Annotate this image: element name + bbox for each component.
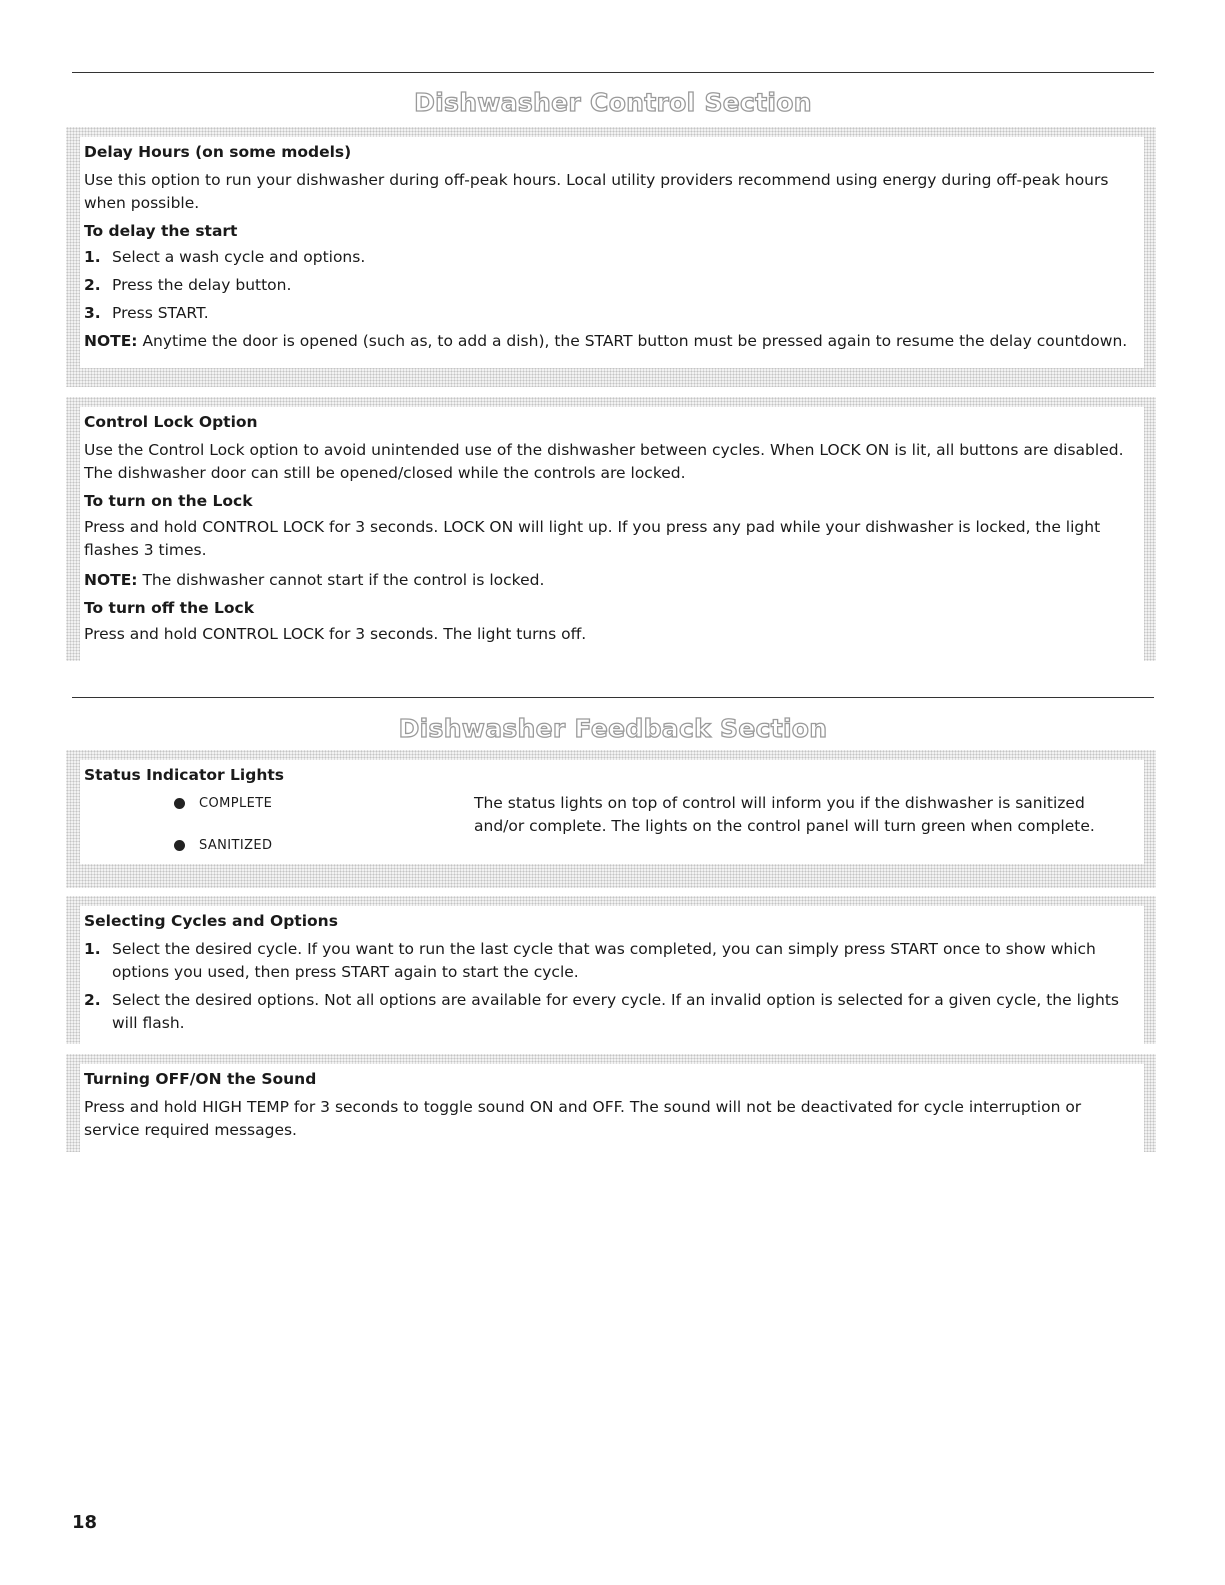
middle-rule: [72, 697, 1154, 698]
list-item: [84, 274, 1132, 297]
status-lights-text: The status lights on top of control will inform you if the dishwasher is sanitized and/or complete. The lights on the control panel will turn green when complete.: [474, 794, 1095, 835]
feedback-section-heading: Dishwasher Feedback Section: [398, 714, 828, 743]
delay-hours-intro: Use this option to run your dishwasher during off-peak hours. Local utility providers recommend using energy during off-peak hours when possible.: [84, 171, 1109, 212]
selecting-cycles-panel: [80, 906, 1144, 1048]
sound-title: Turning OFF/ON the Sound: [84, 1070, 317, 1088]
step-text: Press START.: [112, 304, 209, 322]
lock-note: [84, 569, 1132, 592]
sound-panel: [80, 1064, 1144, 1157]
step-number: 1.: [84, 940, 101, 958]
light-label: SANITIZED: [199, 837, 273, 853]
control-lock-title: Control Lock Option: [84, 413, 258, 431]
sound-box: [66, 1054, 1156, 1152]
status-lights-box: [66, 750, 1156, 888]
control-section-heading: Dishwasher Control Section: [414, 88, 812, 117]
step-number: 2.: [84, 276, 101, 294]
selecting-cycles-box: [66, 896, 1156, 1044]
lock-on-text: Press and hold CONTROL LOCK for 3 seconds. LOCK ON will light up. If you press any pad while your dishwasher is locked, the light flashes 3 times.: [84, 518, 1101, 559]
note-text: The dishwasher cannot start if the control is locked.: [137, 571, 545, 589]
status-lights-list: [84, 792, 474, 856]
list-item: [84, 989, 1132, 1035]
status-lights-panel: [80, 760, 1144, 864]
delay-steps-list: [84, 246, 1132, 325]
step-number: 1.: [84, 248, 101, 266]
delay-hours-panel: [80, 137, 1144, 368]
selecting-steps-list: [84, 938, 1132, 1035]
indicator-dot-icon: [174, 798, 185, 809]
list-item: [84, 302, 1132, 325]
control-lock-intro: Use the Control Lock option to avoid unintended use of the dishwasher between cycles. When LOCK ON is lit, all buttons are disabled. The dishwasher door can still be opened/closed while the controls are locked.: [84, 441, 1124, 482]
step-text: Select the desired cycle. If you want to run the last cycle that was completed, you can simply press START once to show which options you used, then press START again to start the cycle.: [112, 940, 1096, 981]
step-number: 2.: [84, 991, 101, 1009]
lock-off-text: Press and hold CONTROL LOCK for 3 seconds. The light turns off.: [84, 625, 587, 643]
list-item: [84, 938, 1132, 984]
note-label: NOTE:: [84, 571, 138, 589]
step-text: Select the desired options. Not all options are available for every cycle. If an invalid option is selected for a given cycle, the lights will flash.: [112, 991, 1119, 1032]
sanitized-light: [174, 834, 474, 856]
light-label: COMPLETE: [199, 795, 273, 811]
top-rule: [72, 72, 1154, 73]
list-item: [84, 246, 1132, 269]
control-lock-panel: [80, 407, 1144, 661]
lock-on-subtitle: To turn on the Lock: [84, 492, 253, 510]
note-label: NOTE:: [84, 332, 138, 350]
step-number: 3.: [84, 304, 101, 322]
step-text: Press the delay button.: [112, 276, 292, 294]
delay-hours-title: Delay Hours (on some models): [84, 143, 352, 161]
delay-start-subtitle: To delay the start: [84, 222, 238, 240]
control-lock-box: [66, 397, 1156, 661]
delay-note: [84, 330, 1132, 353]
lock-off-subtitle: To turn off the Lock: [84, 599, 255, 617]
note-text: Anytime the door is opened (such as, to add a dish), the START button must be pressed again to resume the delay countdown.: [137, 332, 1128, 350]
step-text: Select a wash cycle and options.: [112, 248, 366, 266]
complete-light: [174, 792, 474, 814]
selecting-cycles-title: Selecting Cycles and Options: [84, 912, 338, 930]
status-lights-title: Status Indicator Lights: [84, 766, 285, 784]
sound-text: Press and hold HIGH TEMP for 3 seconds to toggle sound ON and OFF. The sound will not be deactivated for cycle interruption or service required messages.: [84, 1098, 1082, 1139]
page-number: 18: [72, 1512, 98, 1533]
delay-hours-box: [66, 127, 1156, 387]
status-row: [84, 792, 1132, 856]
indicator-dot-icon: [174, 840, 185, 851]
